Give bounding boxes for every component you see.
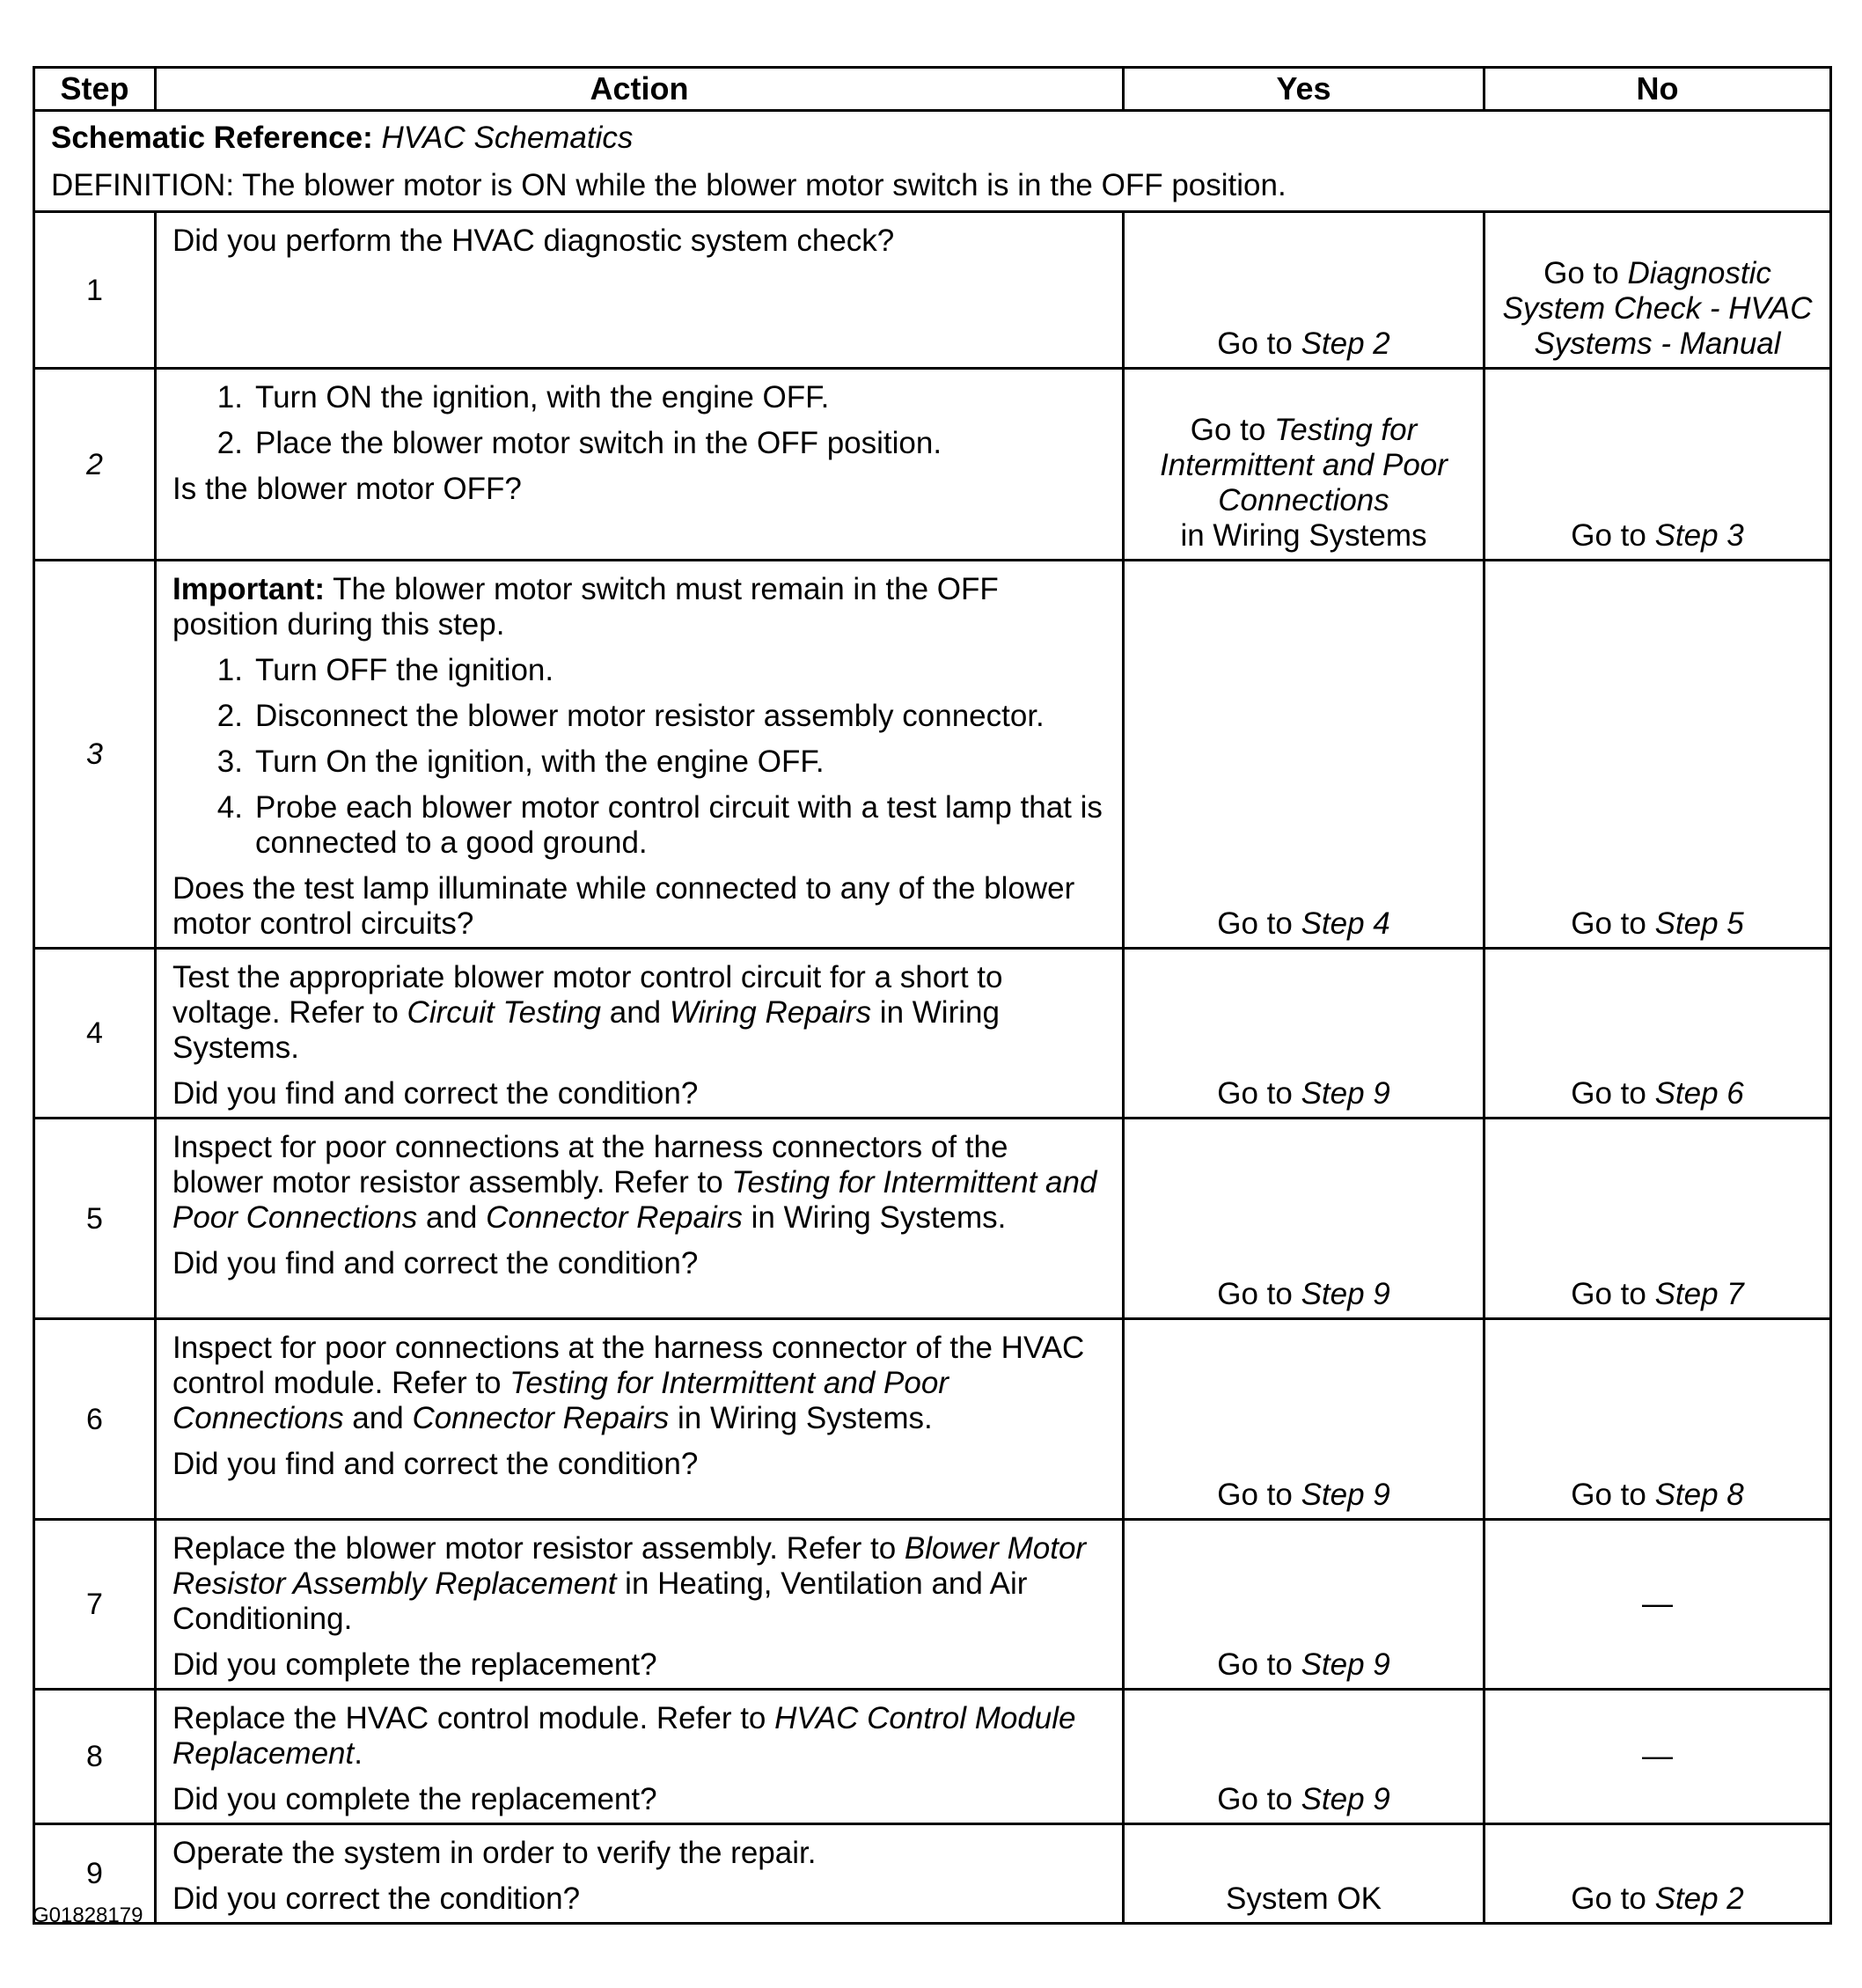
step-number: 3	[34, 561, 156, 949]
important-note: Important: The blower motor switch must remain in the OFF position during this step.	[172, 572, 999, 642]
no-cell: Go to Step 5	[1484, 561, 1831, 949]
step-link[interactable]: Step 9	[1301, 1478, 1390, 1512]
table-row	[34, 949, 1831, 1119]
table-row	[34, 1119, 1831, 1319]
step-link[interactable]: Step 3	[1654, 518, 1744, 553]
step-list	[172, 380, 1106, 461]
no-cell: Go to Step 7	[1484, 1119, 1831, 1319]
step-link[interactable]: Step 5	[1654, 906, 1744, 941]
step-question: Did you find and correct the condition?	[172, 1447, 699, 1481]
step-action	[156, 212, 1124, 369]
no-cell: Go to Diagnostic System Check - HVAC Systems - Manual	[1484, 212, 1831, 369]
step-question: Does the test lamp illuminate while connected to any of the blower motor control circuits?	[172, 871, 1075, 941]
table-row	[34, 1690, 1831, 1824]
table-row	[34, 369, 1831, 561]
header-no: No	[1484, 68, 1831, 111]
diagnostic-check-link[interactable]: Diagnostic System Check - HVAC Systems - Manual	[1502, 256, 1813, 361]
yes-cell: System OK	[1124, 1824, 1484, 1924]
table-row	[34, 1319, 1831, 1520]
schematic-label: Schematic Reference:	[51, 121, 373, 155]
yes-cell: Go to Step 9	[1124, 1520, 1484, 1690]
step-link[interactable]: Step 2	[1301, 326, 1390, 361]
step-action	[156, 1520, 1124, 1690]
step-link[interactable]: Step 9	[1301, 1076, 1390, 1111]
step-number: 7	[34, 1520, 156, 1690]
list-item: 2. Place the blower motor switch in the OFF position.	[216, 426, 942, 460]
yes-cell: Go to Step 9	[1124, 1690, 1484, 1824]
step-number: 2	[34, 369, 156, 561]
table-row	[34, 212, 1831, 369]
step-link[interactable]: Step 6	[1654, 1076, 1744, 1111]
step-question: Did you complete the replacement?	[172, 1782, 657, 1816]
step-question: Did you complete the replacement?	[172, 1647, 657, 1682]
step-link[interactable]: Step 7	[1654, 1277, 1744, 1311]
header-row	[34, 68, 1831, 111]
table-row	[34, 561, 1831, 949]
yes-cell: Go to Step 9	[1124, 1119, 1484, 1319]
no-cell: Go to Step 2	[1484, 1824, 1831, 1924]
step-question: Did you correct the condition?	[172, 1882, 581, 1916]
schematic-link[interactable]: HVAC Schematics	[381, 121, 634, 155]
step-link[interactable]: Step 4	[1301, 906, 1390, 941]
no-cell: —	[1484, 1690, 1831, 1824]
step-link[interactable]: Step 9	[1301, 1647, 1390, 1682]
figure-id: G01828179	[33, 1904, 143, 1927]
intermittent-link[interactable]: Testing for Intermittent and Poor Connections	[172, 1366, 949, 1435]
module-replacement-link[interactable]: HVAC Control Module Replacement	[172, 1701, 1076, 1771]
connector-repairs-link[interactable]: Connector Repairs	[486, 1200, 743, 1235]
no-cell: Go to Step 8	[1484, 1319, 1831, 1520]
list-item: 4. Probe each blower motor control circuit with a test lamp that is connected to a good ground.	[216, 790, 1103, 860]
list-item: 1. Turn OFF the ignition.	[216, 653, 554, 687]
step-instruction: Test the appropriate blower motor control circuit for a short to voltage. Refer to Circuit Testing and Wiring Repairs in Wiring Systems.	[172, 960, 1003, 1065]
step-question: Did you find and correct the condition?	[172, 1076, 699, 1111]
step-instruction: Replace the HVAC control module. Refer to HVAC Control Module Replacement.	[172, 1701, 1076, 1771]
step-list	[172, 653, 1106, 861]
definition: DEFINITION: The blower motor is ON while the blower motor switch is in the OFF position.	[51, 168, 1287, 202]
step-instruction: Inspect for poor connections at the harness connector of the HVAC control module. Refer to Testing for Intermittent and Poor Connections and Connector Repairs in Wiring Systems.	[172, 1331, 1085, 1435]
table-row	[34, 1520, 1831, 1690]
header-yes: Yes	[1124, 68, 1484, 111]
step-question: Did you find and correct the condition?	[172, 1246, 699, 1280]
list-item: 2. Disconnect the blower motor resistor assembly connector.	[216, 699, 1045, 733]
yes-cell: Go to Testing for Intermittent and Poor Connections in Wiring Systems	[1124, 369, 1484, 561]
connector-repairs-link[interactable]: Connector Repairs	[412, 1401, 670, 1435]
no-cell: Go to Step 6	[1484, 949, 1831, 1119]
diagnostic-table	[33, 66, 1832, 1925]
wiring-repairs-link[interactable]: Wiring Repairs	[669, 995, 872, 1030]
step-action	[156, 561, 1124, 949]
list-item: 3. Turn On the ignition, with the engine OFF.	[216, 745, 825, 779]
step-number: 1	[34, 212, 156, 369]
yes-cell: Go to Step 2	[1124, 212, 1484, 369]
yes-cell: Go to Step 9	[1124, 949, 1484, 1119]
step-link[interactable]: Step 9	[1301, 1782, 1390, 1816]
intermittent-link[interactable]: Testing for Intermittent and Poor Connections	[1160, 413, 1448, 517]
step-number: 4	[34, 949, 156, 1119]
step-question: Did you perform the HVAC diagnostic system check?	[172, 224, 895, 258]
step-number: 8	[34, 1690, 156, 1824]
step-instruction: Replace the blower motor resistor assembly. Refer to Blower Motor Resistor Assembly Replacement in Heating, Ventilation and Air Conditioning.	[172, 1531, 1087, 1636]
table-row	[34, 1824, 1831, 1924]
step-question: Is the blower motor OFF?	[172, 472, 522, 506]
yes-cell: Go to Step 9	[1124, 1319, 1484, 1520]
circuit-testing-link[interactable]: Circuit Testing	[407, 995, 602, 1030]
step-action	[156, 1824, 1124, 1924]
schematic-reference	[51, 121, 1814, 156]
intermittent-link[interactable]: Testing for Intermittent and Poor Connections	[172, 1165, 1097, 1235]
resistor-replacement-link[interactable]: Blower Motor Resistor Assembly Replacement	[172, 1531, 1087, 1601]
step-number: 6	[34, 1319, 156, 1520]
list-item: 1. Turn ON the ignition, with the engine OFF.	[216, 380, 830, 414]
reference-cell	[34, 111, 1831, 212]
step-action	[156, 1119, 1124, 1319]
step-link[interactable]: Step 9	[1301, 1277, 1390, 1311]
step-instruction: Operate the system in order to verify the repair.	[172, 1836, 817, 1870]
yes-cell: Go to Step 4	[1124, 561, 1484, 949]
step-action	[156, 1690, 1124, 1824]
step-number: 5	[34, 1119, 156, 1319]
step-instruction: Inspect for poor connections at the harness connectors of the blower motor resistor assembly. Refer to Testing for Intermittent and Poor Connections and Connector Repairs in Wiring Systems.	[172, 1130, 1097, 1235]
step-action	[156, 369, 1124, 561]
no-cell: —	[1484, 1520, 1831, 1690]
step-link[interactable]: Step 2	[1654, 1882, 1744, 1916]
step-link[interactable]: Step 8	[1654, 1478, 1744, 1512]
header-action: Action	[156, 68, 1124, 111]
reference-row	[34, 111, 1831, 212]
step-number: 9	[34, 1824, 156, 1924]
header-step: Step	[34, 68, 156, 111]
step-action	[156, 1319, 1124, 1520]
step-action	[156, 949, 1124, 1119]
no-cell: Go to Step 3	[1484, 369, 1831, 561]
